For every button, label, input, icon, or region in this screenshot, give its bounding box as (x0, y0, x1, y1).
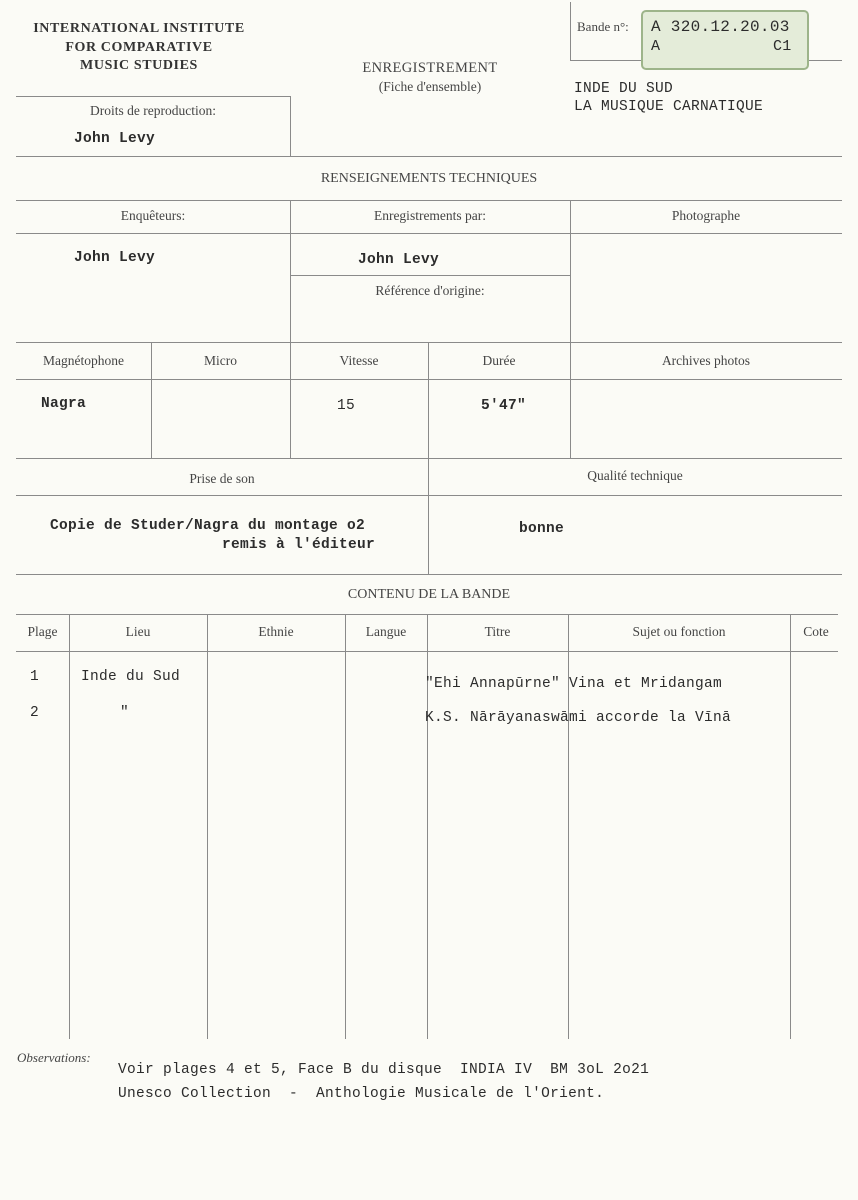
tech-label-rule (16, 233, 842, 234)
col-sujet: Sujet ou fonction (632, 624, 726, 639)
magnetophone-value: Nagra (41, 396, 87, 412)
region-line-2: LA MUSIQUE CARNATIQUE (574, 99, 764, 115)
tech-bottom-rule (16, 574, 842, 575)
form-title: ENREGISTREMENT (362, 60, 498, 76)
bande-box-left (570, 2, 571, 60)
tech-row2-label-rule (16, 379, 842, 380)
vitesse-label: Vitesse (339, 353, 379, 368)
institute-name (14, 20, 264, 76)
prise-value-line-2: remis à l'éditeur (222, 537, 376, 553)
institute-line-1: INTERNATIONAL INSTITUTE (33, 21, 245, 36)
droits-value: John Levy (74, 131, 156, 147)
duree-label: Durée (482, 353, 516, 368)
enregistrements-label: Enregistrements par: (373, 208, 487, 223)
droits-box-right (290, 96, 291, 156)
col-lieu: Lieu (125, 624, 151, 639)
droits-box-top (16, 96, 290, 97)
tech-row3-top (16, 458, 842, 459)
duree-value: 5'47" (481, 398, 527, 414)
micro-label: Micro (204, 353, 237, 368)
vitesse-value: 15 (337, 398, 356, 414)
header-bottom-rule (16, 156, 842, 157)
region-line-1: INDE DU SUD (574, 81, 674, 97)
col-langue: Langue (365, 624, 407, 639)
prise-label: Prise de son (189, 471, 255, 486)
row2-sep-4 (570, 342, 571, 458)
magnetophone-label: Magnétophone (43, 353, 124, 368)
row-1-lieu: Inde du Sud (81, 669, 181, 685)
row2-sep-2 (290, 342, 291, 458)
tech-row2-top (16, 342, 842, 343)
contents-sep-2 (207, 614, 208, 1039)
photographe-label: Photographe (671, 208, 741, 223)
bande-side: A (651, 38, 661, 55)
col-ethnie: Ethnie (258, 624, 294, 639)
bande-copy-code: C1 (773, 38, 792, 55)
reference-label: Référence d'origine: (375, 283, 485, 298)
row2-sep-3 (428, 342, 429, 458)
contents-sep-3 (345, 614, 346, 1039)
col-plage: Plage (27, 624, 58, 639)
droits-label: Droits de reproduction: (90, 103, 216, 118)
tech-col-sep-2 (570, 200, 571, 342)
observations-label: Observations: (17, 1050, 91, 1065)
row-2-lieu: " (120, 705, 130, 721)
bande-number: A 320.12.20.03 (651, 18, 790, 36)
observations-line-1: Voir plages 4 et 5, Face B du disque INDIA IV BM 3oL 2o21 (118, 1062, 650, 1078)
enqueteurs-label: Enquêteurs: (120, 208, 186, 223)
qualite-value: bonne (519, 521, 565, 537)
tech-row3-label-rule (16, 495, 842, 496)
archives-label: Archives photos (661, 353, 751, 368)
contents-sep-1 (69, 614, 70, 1039)
qualite-label: Qualité technique (587, 468, 683, 483)
contents-section-title: CONTENU DE LA BANDE (347, 587, 511, 602)
row2-sep-1 (151, 342, 152, 458)
tech-col-sep-1 (290, 200, 291, 342)
row-1-titre: "Ehi Annapūrne" Vina et Mridangam (425, 676, 723, 692)
bande-label: Bande n°: (577, 19, 629, 34)
contents-sep-6 (790, 614, 791, 1039)
institute-line-2: FOR COMPARATIVE (65, 39, 213, 55)
col-titre: Titre (484, 624, 511, 639)
enregistrements-value: John Levy (358, 252, 440, 268)
institute-line-3: MUSIC STUDIES (80, 58, 198, 73)
row-2-plage: 2 (30, 705, 40, 721)
form-subtitle: (Fiche d'ensemble) (378, 79, 482, 94)
col-cote: Cote (803, 624, 829, 639)
reference-rule (290, 275, 570, 276)
observations-line-2: Unesco Collection - Anthologie Musicale de l'Orient. (118, 1086, 605, 1102)
row-2-titre: K.S. Nārāyanaswāmi accorde la Vīnā (425, 710, 732, 726)
tech-title-rule (16, 200, 842, 201)
enqueteurs-value: John Levy (74, 250, 156, 266)
row-1-plage: 1 (30, 669, 40, 685)
row3-sep (428, 458, 429, 574)
prise-value-line-1: Copie de Studer/Nagra du montage o2 (50, 518, 366, 534)
tech-section-title: RENSEIGNEMENTS TECHNIQUES (320, 171, 538, 186)
